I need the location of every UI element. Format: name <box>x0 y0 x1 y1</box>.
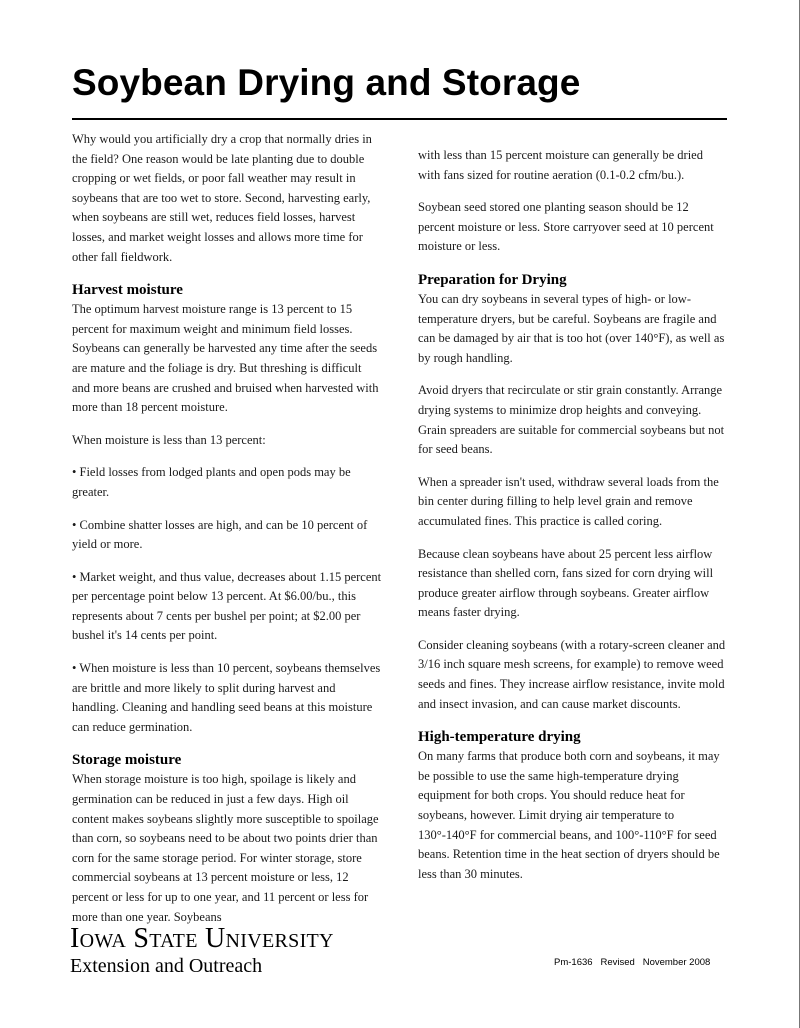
paragraph: Because clean soybeans have about 25 percent less airflow resistance than shelled corn, fans sized for corn drying will produce greater airflow through soybeans. Greater airflow means faster drying. <box>418 546 714 620</box>
left-column <box>72 130 382 940</box>
paragraph: Consider cleaning soybeans (with a rotary-screen cleaner and 3/16 inch square mesh screens, for example) to remove weed seeds and fines. They increase airflow resistance, invite mold and insect invasion, and can cause market discounts. <box>418 637 726 711</box>
section-heading: High-temperature drying <box>418 729 581 746</box>
section-heading: Preparation for Drying <box>418 271 567 288</box>
paragraph: You can dry soybeans in several types of high- or low-temperature dryers, but be careful. Soybeans are fragile and can be damaged by air that is too hot (over 140°F), as well as by rough handling. <box>418 291 725 365</box>
paragraph: Why would you artificially dry a crop that normally dries in the field? One reason would be late planting due to double cropping or wet fields, or poor fall weather may result in soybeans that are too wet to store. Second, harvesting early, when soybeans are still wet, reduces field losses, harvest losses, and market weight losses and allows more time for other fall fieldwork. <box>72 132 372 264</box>
paragraph: When storage moisture is too high, spoilage is likely and germination can be reduced in just a few days. High oil content makes soybeans slightly more susceptible to spoilage than corn, so soybeans need to be about two points drier than corn for the same storage period. For winter storage, store commercial soybeans at 13 percent moisture or less, 12 percent or less for up to one year, and 11 percent or less for more than one year. Soybeans <box>72 772 379 924</box>
paragraph: with less than 15 percent moisture can generally be dried with fans sized for routine aeration (0.1-0.2 cfm/bu.). <box>418 148 703 182</box>
paragraph: • When moisture is less than 10 percent, soybeans themselves are brittle and more likely to split during harvest and handling. Cleaning and handling seed beans at this moisture can reduce germination. <box>72 661 381 734</box>
section-heading: Harvest moisture <box>72 282 183 299</box>
paragraph: • Market weight, and thus value, decreases about 1.15 percent per percentage point below 13 percent. At $6.00/bu., this represents about 7 cents per bushel per point; at $2.00 per bushel it's 14 cents per point. <box>72 569 382 643</box>
paragraph: Avoid dryers that recirculate or stir grain constantly. Arrange drying systems to minimize drop heights and conveying. Grain spreaders are suitable for commercial soybeans but not for seed beans. <box>418 383 725 457</box>
publication-number: Pm-1636 Revised November 2008 <box>554 957 711 968</box>
paragraph: • Field losses from lodged plants and open pods may be greater. <box>72 465 351 499</box>
university-logo <box>70 923 334 977</box>
paragraph: On many farms that produce both corn and soybeans, it may be possible to use the same high-temperature drying equipment for both crops. You should reduce heat for soybeans, however. Limit drying air temperature to 130°-140°F for commercial beans, and 100°-110°F for seed beans. Retention time in the heat section of dryers should be less than 30 minutes. <box>418 749 720 881</box>
right-column <box>418 146 728 897</box>
section-heading: Storage moisture <box>72 752 182 769</box>
paragraph: When a spreader isn't used, withdraw several loads from the bin center during filling to help level grain and remove accumulated fines. This practice is called coring. <box>418 474 719 528</box>
paragraph: The optimum harvest moisture range is 13 percent to 15 percent for maximum weight and minimum field losses. Soybeans can generally be harvested any time after the seeds are mature and the foliage is dry. But threshing is difficult and more beans are crushed and bruised when harvested with more than 18 percent moisture. <box>72 302 379 415</box>
document-title: Soybean Drying and Storage <box>72 62 581 103</box>
title-rule <box>72 118 727 120</box>
paragraph: • Combine shatter losses are high, and can be 10 percent of yield or more. <box>72 517 368 552</box>
paragraph: When moisture is less than 13 percent: <box>72 432 266 447</box>
paragraph: Soybean seed stored one planting season should be 12 percent moisture or less. Store carryover seed at 10 percent moisture or less. <box>418 200 714 254</box>
logo-extension-name: Extension and Outreach <box>70 955 263 977</box>
logo-university-name: Iowa State University <box>70 923 334 954</box>
